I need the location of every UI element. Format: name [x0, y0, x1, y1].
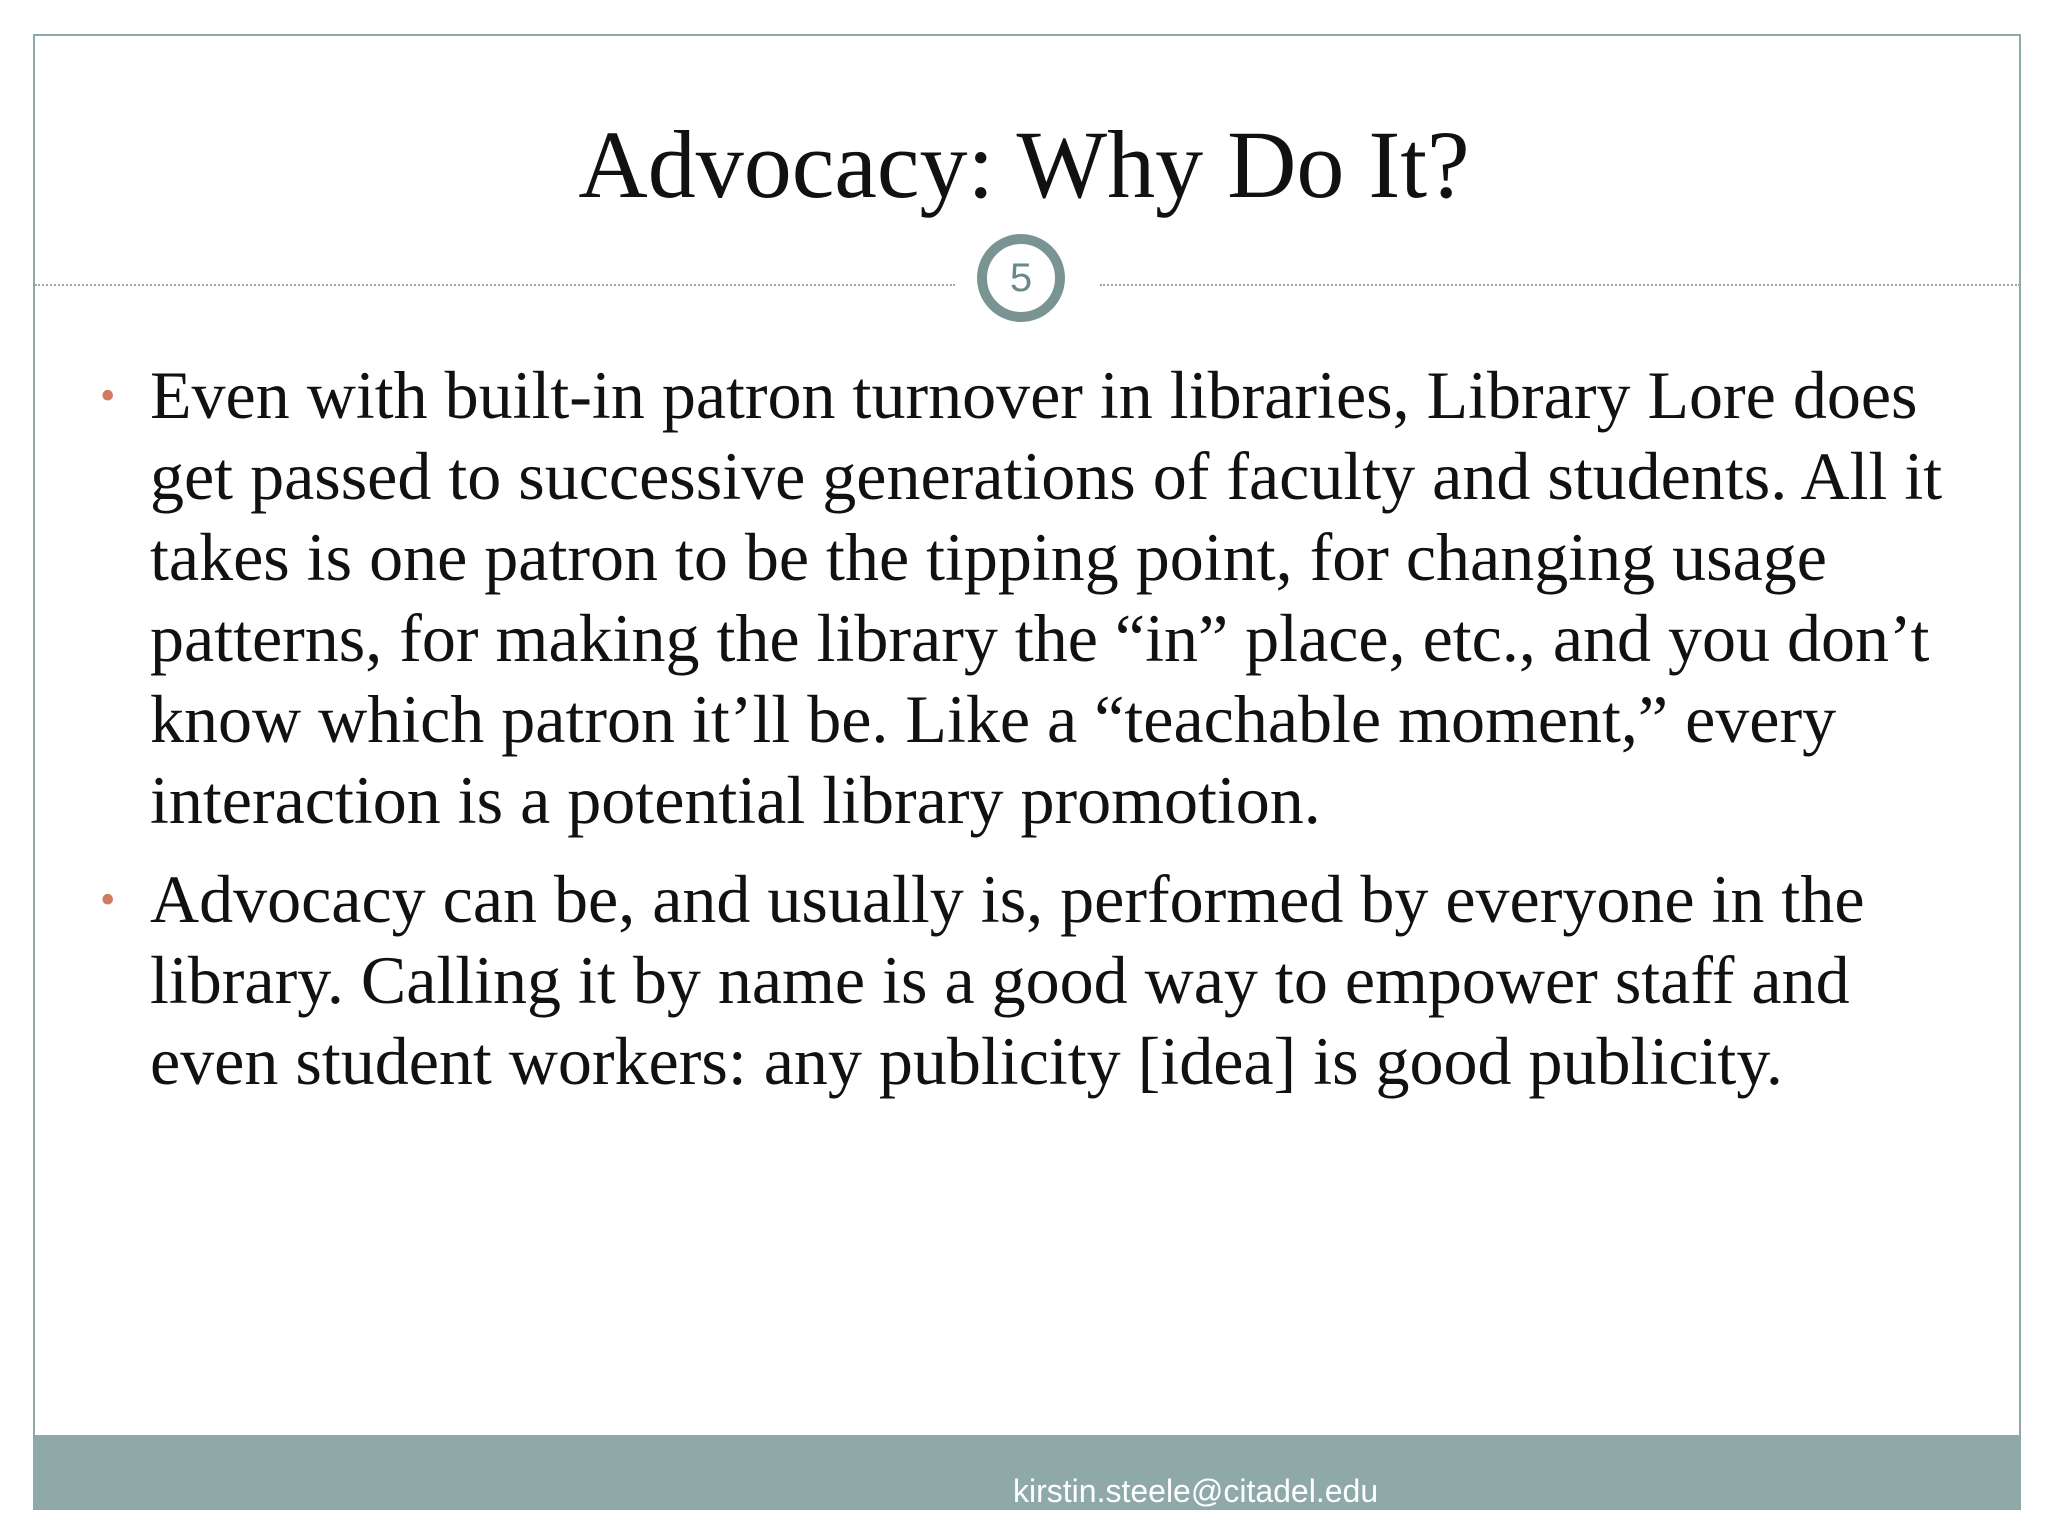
bullet-dot-icon: •: [100, 371, 116, 420]
bullet-text: Even with built-in patron turnover in libraries, Library Lore does get passed to successive generations of faculty and students. All it takes is one patron to be the tipping point, for changing usage patterns, for making the library the “in” place, etc., and you don’t know which patron it’ll be. Like a “teachable moment,” every interaction is a potential library promotion.: [150, 357, 1943, 838]
title-divider-right: [1100, 284, 2020, 286]
bullet-text: Advocacy can be, and usually is, performed by everyone in the library. Calling it by name is a good way to empower staff and even student workers: any publicity [idea] is good publicity.: [150, 861, 1865, 1099]
page-number: 5: [1009, 255, 1033, 300]
page-number-badge: [977, 234, 1065, 322]
slide-title: Advocacy: Why Do It?: [578, 111, 1470, 218]
bullet-list: [100, 355, 1980, 1120]
bullet-item: [100, 355, 1980, 841]
bullet-dot-icon: •: [100, 875, 116, 924]
footer-email: kirstin.steele@citadel.edu: [1013, 1473, 1379, 1509]
bullet-item: [100, 859, 1980, 1102]
title-divider-left: [35, 284, 955, 286]
